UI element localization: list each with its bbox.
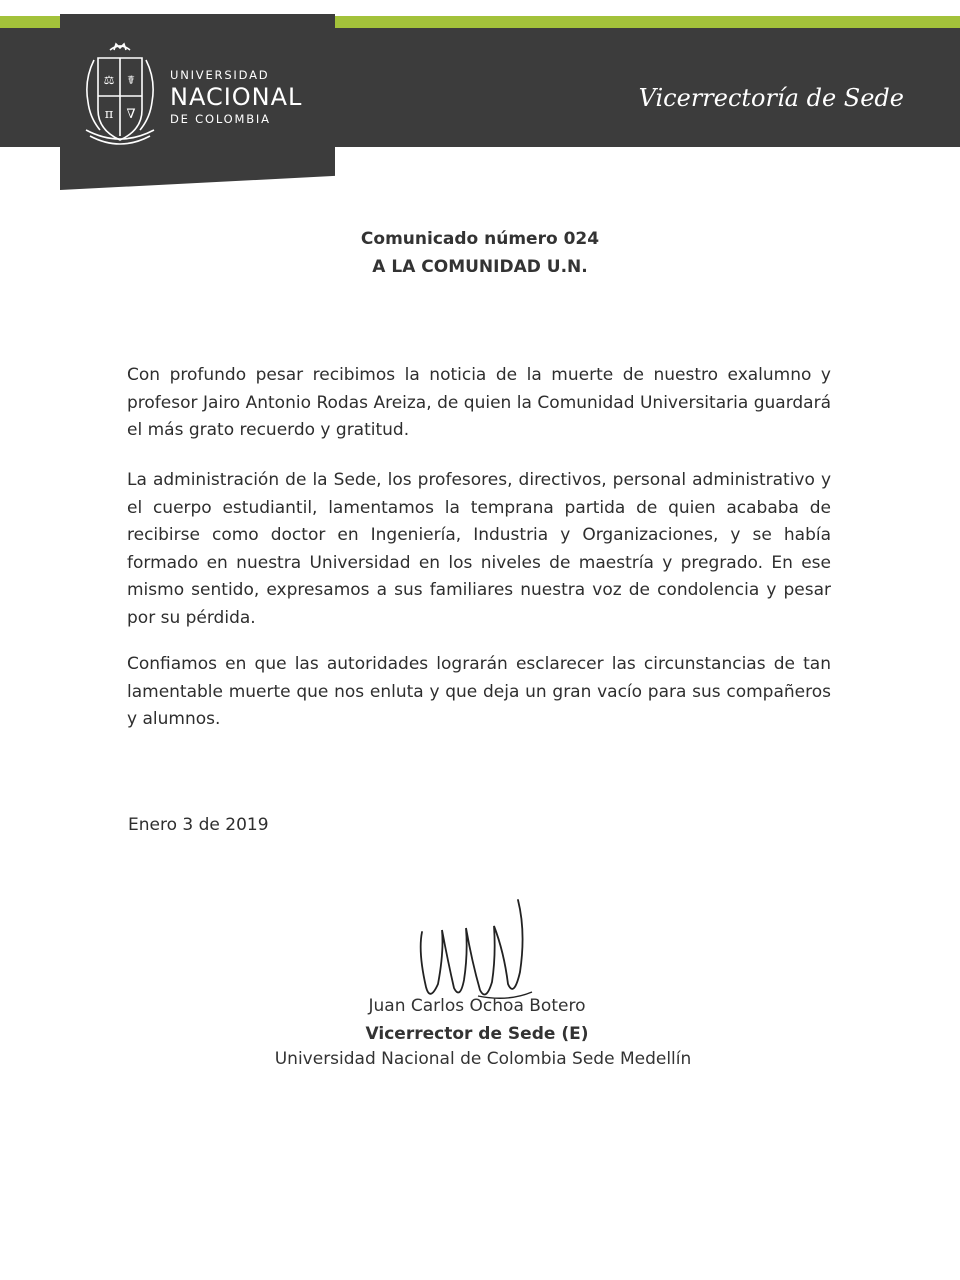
svg-text:π: π (104, 107, 114, 122)
svg-text:∇: ∇ (126, 107, 136, 122)
document-title: Comunicado número 024 (360, 229, 600, 249)
document-subtitle: A LA COMUNIDAD U.N. (372, 257, 588, 277)
signatory-institution: Universidad Nacional de Colombia Sede Medellín (274, 1049, 692, 1069)
signatory-role: Vicerrector de Sede (E) (365, 1024, 589, 1044)
university-coat-of-arms-icon (80, 40, 160, 152)
paragraph-1: Con profundo pesar recibimos la noticia de la muerte de nuestro exalumno y profesor Jairo Antonio Rodas Areiza, de quien la Comunidad Universitaria guardará el más grato recuerdo y gratitud. (127, 365, 831, 440)
document-date: Enero 3 de 2019 (128, 815, 269, 835)
svg-text:⚖: ⚖ (103, 73, 115, 87)
paragraph-2: La administración de la Sede, los profesores, directivos, personal administrativo y el cuerpo estudiantil, lamentamos la temprana partida de quien acababa de recibirse como doctor en Ingeniería, Industria y Organizaciones, y se había formado en nuestra Universidad en los niveles de maestría y pregrado. En ese mismo sentido, expresamos a sus familiares nuestra voz de condolencia y pesar por su pérdida. (127, 470, 831, 628)
university-line-1: UNIVERSIDAD (170, 68, 270, 82)
university-line-3: DE COLOMBIA (170, 112, 271, 126)
svg-text:☤: ☤ (126, 73, 136, 87)
university-line-2: NACIONAL (170, 83, 303, 111)
paragraph-3: Confiamos en que las autoridades lograrán esclarecer las circunstancias de tan lamentable muerte que nos enluta y que deja un gran vacío para sus compañeros y alumnos. (127, 654, 831, 729)
signatory-name: Juan Carlos Ochoa Botero (368, 996, 586, 1016)
university-wordmark (170, 68, 302, 126)
department-title: Vicerrectoría de Sede (638, 84, 904, 112)
